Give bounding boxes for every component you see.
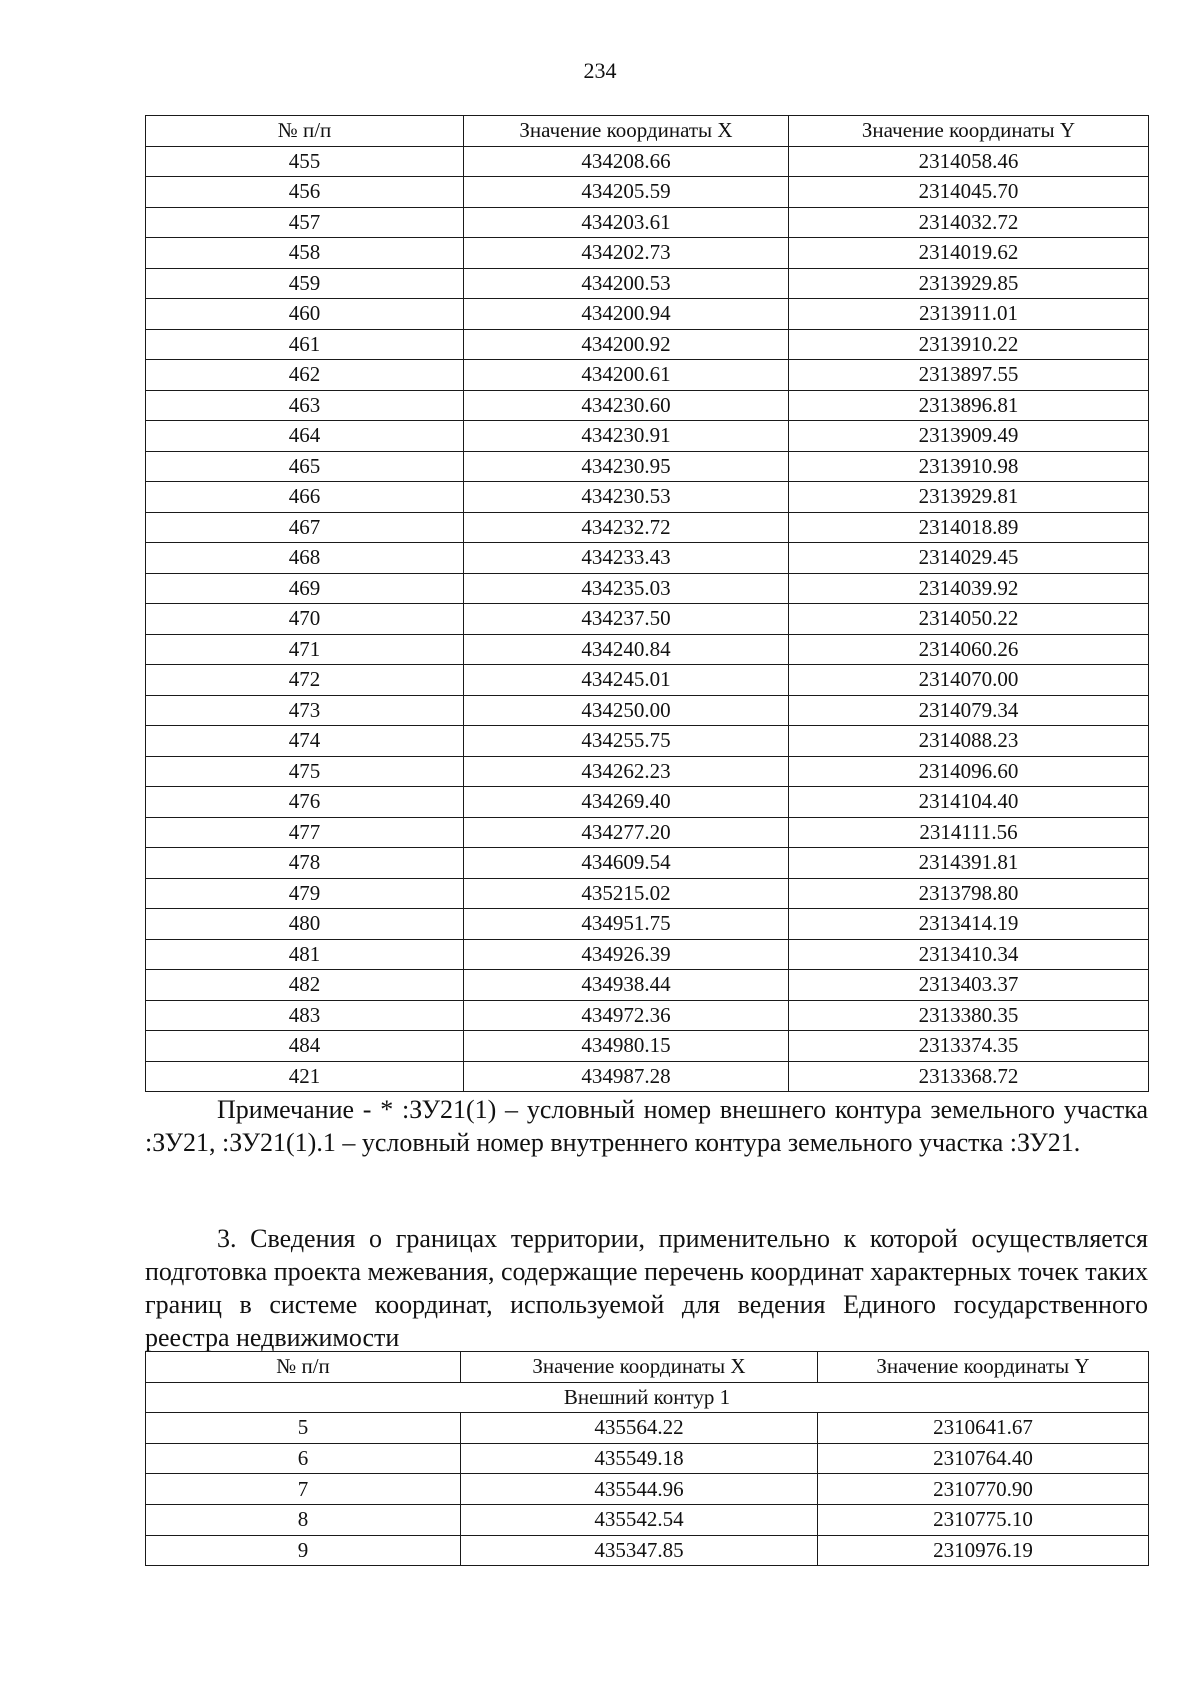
cell-y: 2313410.34 <box>789 939 1149 970</box>
cell-y: 2310775.10 <box>818 1504 1149 1535</box>
table-row <box>146 238 1149 269</box>
table-row <box>146 207 1149 238</box>
table-row <box>146 970 1149 1001</box>
table-row <box>146 573 1149 604</box>
cell-x: 434230.91 <box>464 421 789 452</box>
cell-number: 469 <box>146 573 464 604</box>
cell-y: 2314058.46 <box>789 146 1149 177</box>
cell-number: 471 <box>146 634 464 665</box>
table-row <box>146 1413 1149 1444</box>
cell-x: 434230.53 <box>464 482 789 513</box>
table-row <box>146 1443 1149 1474</box>
cell-number: 457 <box>146 207 464 238</box>
cell-x: 434235.03 <box>464 573 789 604</box>
cell-number: 5 <box>146 1413 461 1444</box>
cell-y: 2314050.22 <box>789 604 1149 635</box>
cell-y: 2313909.49 <box>789 421 1149 452</box>
section-3-text: 3. Сведения о границах территории, применительно к которой осуществляется подготовка проекта межевания, содержащие перечень координат характерных точек таких границ в системе координат, используемой для ведения Единого государственного реестра недвижимости <box>145 1224 1148 1352</box>
cell-x: 434230.60 <box>464 390 789 421</box>
cell-x: 435549.18 <box>461 1443 818 1474</box>
cell-number: 480 <box>146 909 464 940</box>
cell-x: 434980.15 <box>464 1031 789 1062</box>
cell-y: 2314029.45 <box>789 543 1149 574</box>
cell-y: 2310764.40 <box>818 1443 1149 1474</box>
cell-y: 2314391.81 <box>789 848 1149 879</box>
table-row <box>146 360 1149 391</box>
cell-y: 2313910.22 <box>789 329 1149 360</box>
table-header-row <box>146 116 1149 147</box>
cell-x: 434205.59 <box>464 177 789 208</box>
cell-x: 434951.75 <box>464 909 789 940</box>
header-y: Значение координаты Y <box>818 1352 1149 1383</box>
table-row <box>146 451 1149 482</box>
cell-x: 434200.92 <box>464 329 789 360</box>
cell-number: 479 <box>146 878 464 909</box>
table-row <box>146 1535 1149 1566</box>
note-text: Примечание - * :ЗУ21(1) – условный номер внешнего контура земельного участка :ЗУ21, :ЗУ21(1).1 – условный номер внутреннего контура земельного участка :ЗУ21. <box>145 1095 1148 1157</box>
cell-y: 2314032.72 <box>789 207 1149 238</box>
cell-y: 2310770.90 <box>818 1474 1149 1505</box>
cell-y: 2314045.70 <box>789 177 1149 208</box>
cell-x: 434262.23 <box>464 756 789 787</box>
cell-number: 467 <box>146 512 464 543</box>
cell-y: 2313374.35 <box>789 1031 1149 1062</box>
cell-y: 2314096.60 <box>789 756 1149 787</box>
table-row <box>146 146 1149 177</box>
cell-number: 460 <box>146 299 464 330</box>
cell-x: 434232.72 <box>464 512 789 543</box>
table-row <box>146 1504 1149 1535</box>
cell-x: 434250.00 <box>464 695 789 726</box>
cell-x: 434202.73 <box>464 238 789 269</box>
table-row <box>146 604 1149 635</box>
table-row <box>146 1000 1149 1031</box>
cell-x: 434255.75 <box>464 726 789 757</box>
section-3-heading <box>145 1222 1148 1354</box>
cell-number: 468 <box>146 543 464 574</box>
cell-x: 434609.54 <box>464 848 789 879</box>
cell-y: 2313403.37 <box>789 970 1149 1001</box>
cell-y: 2314060.26 <box>789 634 1149 665</box>
header-number: № п/п <box>146 1352 461 1383</box>
cell-x: 435215.02 <box>464 878 789 909</box>
cell-y: 2313929.81 <box>789 482 1149 513</box>
cell-y: 2310641.67 <box>818 1413 1149 1444</box>
table-row <box>146 268 1149 299</box>
cell-y: 2313798.80 <box>789 878 1149 909</box>
cell-x: 435544.96 <box>461 1474 818 1505</box>
cell-x: 434200.53 <box>464 268 789 299</box>
cell-y: 2313414.19 <box>789 909 1149 940</box>
cell-x: 435347.85 <box>461 1535 818 1566</box>
cell-number: 464 <box>146 421 464 452</box>
header-number: № п/п <box>146 116 464 147</box>
coordinates-table-1 <box>145 115 1149 1092</box>
cell-number: 475 <box>146 756 464 787</box>
cell-x: 434972.36 <box>464 1000 789 1031</box>
cell-number: 461 <box>146 329 464 360</box>
table-row <box>146 939 1149 970</box>
table-row <box>146 817 1149 848</box>
cell-number: 455 <box>146 146 464 177</box>
table-header-row <box>146 1352 1149 1383</box>
cell-number: 478 <box>146 848 464 879</box>
table-row <box>146 512 1149 543</box>
cell-number: 476 <box>146 787 464 818</box>
cell-number: 472 <box>146 665 464 696</box>
table-row <box>146 329 1149 360</box>
cell-number: 7 <box>146 1474 461 1505</box>
table-row <box>146 634 1149 665</box>
cell-y: 2314104.40 <box>789 787 1149 818</box>
cell-number: 6 <box>146 1443 461 1474</box>
table-row <box>146 695 1149 726</box>
cell-number: 456 <box>146 177 464 208</box>
cell-x: 434208.66 <box>464 146 789 177</box>
table-row <box>146 1061 1149 1092</box>
cell-x: 435564.22 <box>461 1413 818 1444</box>
cell-x: 434233.43 <box>464 543 789 574</box>
table1-body <box>146 146 1149 1092</box>
header-x: Значение координаты X <box>464 116 789 147</box>
cell-y: 2313910.98 <box>789 451 1149 482</box>
table-row <box>146 756 1149 787</box>
table-row <box>146 390 1149 421</box>
cell-x: 434926.39 <box>464 939 789 970</box>
cell-number: 459 <box>146 268 464 299</box>
table-row <box>146 665 1149 696</box>
cell-y: 2314070.00 <box>789 665 1149 696</box>
cell-number: 8 <box>146 1504 461 1535</box>
cell-x: 434230.95 <box>464 451 789 482</box>
cell-x: 434987.28 <box>464 1061 789 1092</box>
cell-y: 2314079.34 <box>789 695 1149 726</box>
cell-x: 434240.84 <box>464 634 789 665</box>
table-row <box>146 177 1149 208</box>
table-row <box>146 1474 1149 1505</box>
table-row <box>146 787 1149 818</box>
cell-y: 2313897.55 <box>789 360 1149 391</box>
coordinates-table-2 <box>145 1351 1149 1566</box>
cell-number: 477 <box>146 817 464 848</box>
table-note <box>145 1093 1148 1159</box>
header-y: Значение координаты Y <box>789 116 1149 147</box>
table-row <box>146 1031 1149 1062</box>
cell-x: 434245.01 <box>464 665 789 696</box>
header-x: Значение координаты X <box>461 1352 818 1383</box>
cell-x: 434277.20 <box>464 817 789 848</box>
cell-y: 2314111.56 <box>789 817 1149 848</box>
group-row <box>146 1382 1149 1413</box>
cell-number: 482 <box>146 970 464 1001</box>
cell-x: 434938.44 <box>464 970 789 1001</box>
cell-y: 2310976.19 <box>818 1535 1149 1566</box>
cell-number: 462 <box>146 360 464 391</box>
table2-body <box>146 1413 1149 1566</box>
cell-number: 474 <box>146 726 464 757</box>
table-row <box>146 543 1149 574</box>
table-row <box>146 909 1149 940</box>
cell-y: 2314018.89 <box>789 512 1149 543</box>
cell-number: 458 <box>146 238 464 269</box>
cell-number: 483 <box>146 1000 464 1031</box>
cell-x: 435542.54 <box>461 1504 818 1535</box>
table-row <box>146 482 1149 513</box>
cell-y: 2314039.92 <box>789 573 1149 604</box>
cell-y: 2313911.01 <box>789 299 1149 330</box>
table-row <box>146 726 1149 757</box>
cell-y: 2314019.62 <box>789 238 1149 269</box>
cell-number: 484 <box>146 1031 464 1062</box>
cell-number: 465 <box>146 451 464 482</box>
cell-x: 434269.40 <box>464 787 789 818</box>
cell-number: 470 <box>146 604 464 635</box>
table-row <box>146 421 1149 452</box>
cell-number: 9 <box>146 1535 461 1566</box>
cell-number: 481 <box>146 939 464 970</box>
page-number: 234 <box>583 58 617 83</box>
table-row <box>146 878 1149 909</box>
cell-number: 466 <box>146 482 464 513</box>
cell-y: 2313380.35 <box>789 1000 1149 1031</box>
cell-y: 2313368.72 <box>789 1061 1149 1092</box>
cell-number: 421 <box>146 1061 464 1092</box>
table-row <box>146 848 1149 879</box>
cell-number: 473 <box>146 695 464 726</box>
cell-x: 434203.61 <box>464 207 789 238</box>
cell-y: 2313896.81 <box>789 390 1149 421</box>
cell-x: 434200.61 <box>464 360 789 391</box>
cell-x: 434237.50 <box>464 604 789 635</box>
cell-x: 434200.94 <box>464 299 789 330</box>
table-row <box>146 299 1149 330</box>
cell-y: 2313929.85 <box>789 268 1149 299</box>
group-label: Внешний контур 1 <box>146 1382 1149 1413</box>
cell-y: 2314088.23 <box>789 726 1149 757</box>
cell-number: 463 <box>146 390 464 421</box>
